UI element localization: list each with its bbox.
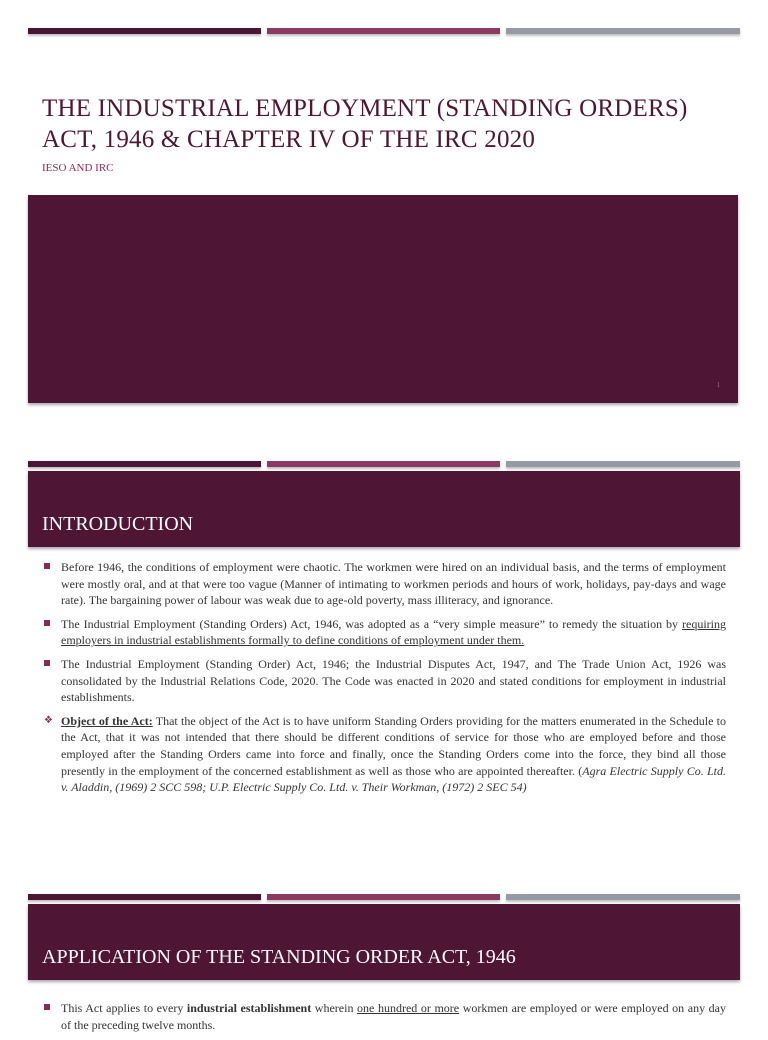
bullet-item: [44, 656, 726, 706]
bullet-underlined-text: requiring employers in industrial establishments formally to define conditions of employment under them.: [61, 616, 726, 648]
bullet-text: Before 1946, the conditions of employment were chaotic. The workmen were hired on an individual basis, and the terms of employment were mostly oral, and at that were too vague (Manner of intimating to workmen periods and hours of work, holidays, pay-days and wage rate). The bargaining power of labour was weak due to age-old poverty, mass illiteracy, and ignorance.: [61, 560, 726, 608]
accent-bar-mid: [267, 894, 500, 900]
bullet-item: [44, 616, 726, 649]
accent-bar-dark: [28, 461, 261, 467]
slide3-content: [44, 1000, 726, 1040]
bullet-text: That the object of the Act is to have uniform Standing Orders providing for the matters enumerated in the Schedule to the Act, that it was not intended that there should be different conditions of service for those who are employed before and those employed after the Standing Orders came into force and finally, once the Standing Orders come into the force, they bind all those presently in the employment of the concerned establishment as well as those who are appointed thereafter. (: [61, 713, 727, 778]
object-label: Object of the Act:: [61, 713, 153, 728]
slide1-accent-bars: [28, 28, 740, 36]
slide1-title: [42, 93, 742, 155]
bullet-item: [44, 1000, 726, 1033]
slide3-heading: APPLICATION OF THE STANDING ORDER ACT, 1946: [42, 946, 516, 968]
accent-bar-grey: [506, 28, 740, 34]
slide3-accent-bars: [28, 894, 740, 902]
accent-bar-mid: [267, 28, 500, 34]
case-citation: Agra Electric Supply Co. Ltd. v. Aladdin, (1969) 2 SCC 598; U.P. Electric Supply Co. Ltd. v. Their Workman, (1972) 2 SEC 54): [61, 763, 727, 795]
page-number: 1: [716, 381, 720, 389]
accent-bar-grey: [506, 461, 740, 467]
square-bullet-icon: [44, 1004, 50, 1010]
bullet-text: The Industrial Employment (Standing Order) Act, 1946; the Industrial Disputes Act, 1947, and The Trade Union Act, 1926 was consolidated by the Industrial Relations Code, 2020. The Code was enacted in 2020 and stated conditions for employment in industrial establishments.: [61, 656, 726, 705]
accent-bar-dark: [28, 28, 261, 34]
slide2-heading: INTRODUCTION: [42, 513, 194, 535]
bullet-text: workmen are employed or were employed on any day of the preceding twelve months.: [61, 1001, 726, 1032]
bullet-text: The Industrial Employment (Standing Orders) Act, 1946, was adopted as a “very simple measure” to remedy the situation by: [61, 616, 682, 631]
title-line-1: THE INDUSTRIAL EMPLOYMENT (STANDING ORDERS): [42, 95, 688, 122]
title-line-2: ACT, 1946 & CHAPTER IV OF THE IRC 2020: [42, 126, 536, 153]
diamond-bullet-icon: ❖: [44, 714, 53, 726]
square-bullet-icon: [44, 563, 50, 569]
accent-bar-dark: [28, 894, 261, 900]
square-bullet-icon: [44, 620, 50, 626]
slide2-content: [44, 559, 726, 803]
bullet-text: This Act applies to every: [61, 1001, 187, 1015]
slide1-color-panel: [28, 195, 738, 403]
accent-bar-mid: [267, 461, 500, 467]
bullet-item: [44, 713, 726, 796]
bullet-underlined-text: one hundred or more: [357, 1001, 460, 1015]
slide2-header-panel: [28, 471, 740, 547]
accent-bar-grey: [506, 894, 740, 900]
slide1-subtitle: IESO AND IRC: [42, 162, 114, 174]
slide3-header-panel: [28, 904, 740, 980]
bullet-item: [44, 559, 726, 609]
bullet-text: wherein: [311, 1001, 358, 1015]
bullet-bold-text: industrial establishment: [186, 1001, 312, 1015]
slide2-accent-bars: [28, 461, 740, 469]
square-bullet-icon: [44, 660, 50, 666]
